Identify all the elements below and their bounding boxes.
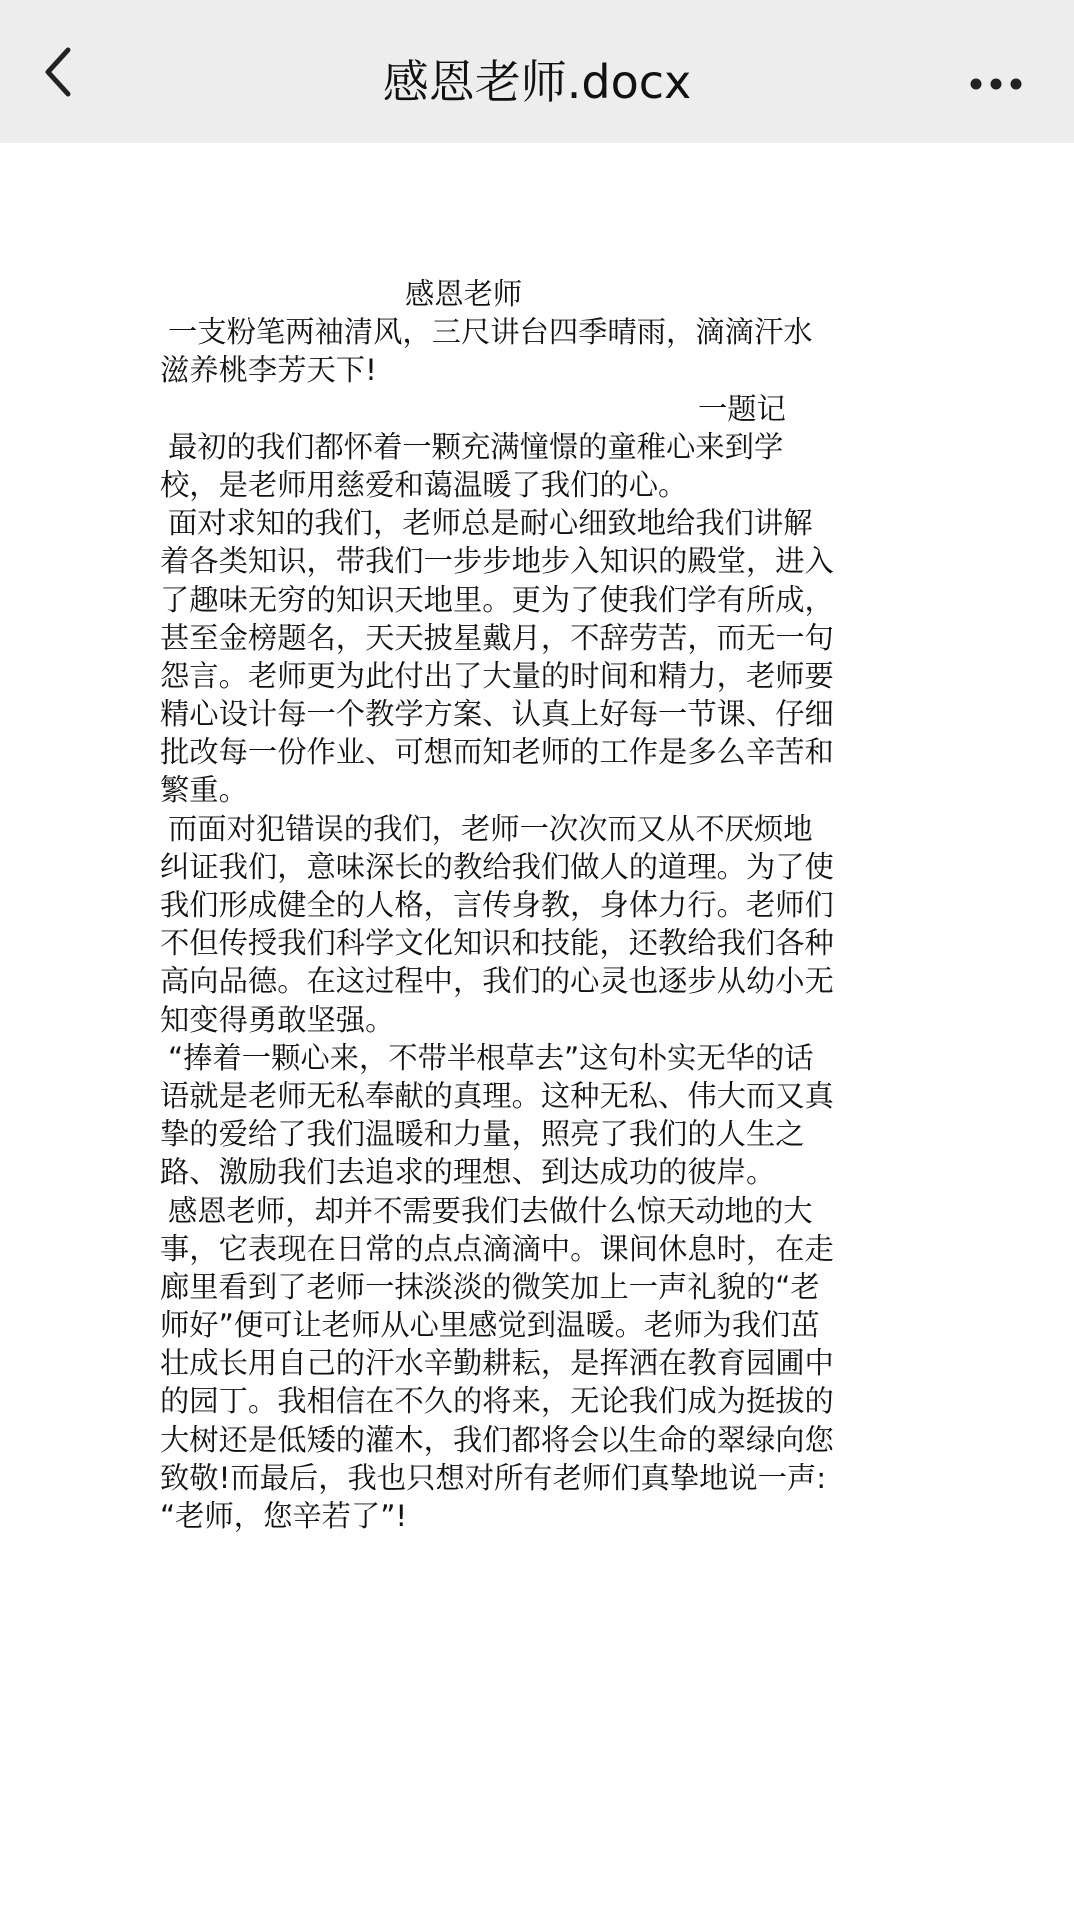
paragraph-line: 繁重。 bbox=[160, 773, 248, 808]
more-options-button[interactable] bbox=[960, 56, 1032, 112]
paragraph-line: 挚的爱给了我们温暖和力量，照亮了我们的人生之 bbox=[160, 1117, 805, 1152]
more-horizontal-icon bbox=[968, 74, 1024, 94]
paragraph-line: 致敬!而最后，我也只想对所有老师们真挚地说一声: bbox=[160, 1460, 827, 1495]
paragraph-line: 最初的我们都怀着一颗充满憧憬的童稚心来到学 bbox=[168, 429, 784, 464]
paragraph-line: 了趣味无穷的知识天地里。更为了使我们学有所成， bbox=[160, 582, 834, 617]
paragraph-line: 的园丁。我相信在不久的将来，无论我们成为挺拔的 bbox=[160, 1384, 834, 1419]
paragraph-line: 廊里看到了老师一抹淡淡的微笑加上一声礼貌的“老 bbox=[160, 1269, 820, 1304]
paragraph-line: 高向品德。在这过程中，我们的心灵也逐步从幼小无 bbox=[160, 964, 834, 999]
paragraph-line: 事，它表现在日常的点点滴滴中。课间休息时，在走 bbox=[160, 1231, 834, 1266]
paragraph-line: 感恩老师，却并不需要我们去做什么惊天动地的大 bbox=[168, 1193, 813, 1228]
chevron-left-icon bbox=[40, 44, 76, 100]
document-title: 感恩老师.docx bbox=[382, 55, 692, 109]
paragraph-line: 而面对犯错误的我们，老师一次次而又从不厌烦地 bbox=[168, 811, 813, 846]
paragraph-line: 精心设计每一个教学方案、认真上好每一节课、仔细 bbox=[160, 697, 834, 732]
paragraph-line: “捧着一颗心来，不带半根草去”这句朴实无华的话 bbox=[168, 1040, 814, 1075]
doc-heading: 感恩老师 bbox=[405, 277, 523, 311]
navigation-bar bbox=[0, 0, 1074, 143]
paragraph-line: 知变得勇敢坚强。 bbox=[160, 1002, 395, 1037]
paragraph-line: 壮成长用自己的汗水辛勤耕耘，是挥洒在教育园圃中 bbox=[160, 1346, 834, 1381]
paragraph-line: 纠证我们，意味深长的教给我们做人的道理。为了使 bbox=[160, 849, 834, 884]
paragraph-line: “老师，您辛若了”! bbox=[160, 1499, 408, 1533]
epigraph-line: 一支粉笔两袖清风，三尺讲台四季晴雨，滴滴汗水 bbox=[168, 315, 813, 350]
paragraph-line: 甚至金榜题名，天天披星戴月，不辞劳苦，而无一句 bbox=[160, 620, 834, 655]
epigraph-signature: 一题记 bbox=[698, 391, 786, 426]
paragraph-line: 着各类知识，带我们一步步地步入知识的殿堂，进入 bbox=[160, 544, 834, 579]
document-content bbox=[160, 275, 920, 1535]
paragraph-line: 面对求知的我们，老师总是耐心细致地给我们讲解 bbox=[168, 506, 813, 541]
back-button[interactable] bbox=[30, 44, 86, 100]
paragraph-line: 批改每一份作业、可想而知老师的工作是多么辛苦和 bbox=[160, 735, 834, 770]
epigraph-line: 滋养桃李芳天下! bbox=[160, 353, 377, 388]
paragraph-line: 师好”便可让老师从心里感觉到温暖。老师为我们茁 bbox=[160, 1308, 820, 1343]
paragraph-line: 语就是老师无私奉献的真理。这种无私、伟大而又真 bbox=[160, 1078, 834, 1113]
paragraph-line: 不但传授我们科学文化知识和技能，还教给我们各种 bbox=[160, 926, 834, 961]
paragraph-line: 校，是老师用慈爱和蔼温暖了我们的心。 bbox=[160, 467, 688, 502]
paragraph-line: 怨言。老师更为此付出了大量的时间和精力，老师要 bbox=[160, 658, 834, 693]
paragraph-line: 大树还是低矮的灌木，我们都将会以生命的翠绿向您 bbox=[160, 1422, 834, 1457]
paragraph-line: 我们形成健全的人格，言传身教，身体力行。老师们 bbox=[160, 888, 834, 922]
paragraph-line: 路、激励我们去追求的理想、到达成功的彼岸。 bbox=[160, 1155, 776, 1190]
